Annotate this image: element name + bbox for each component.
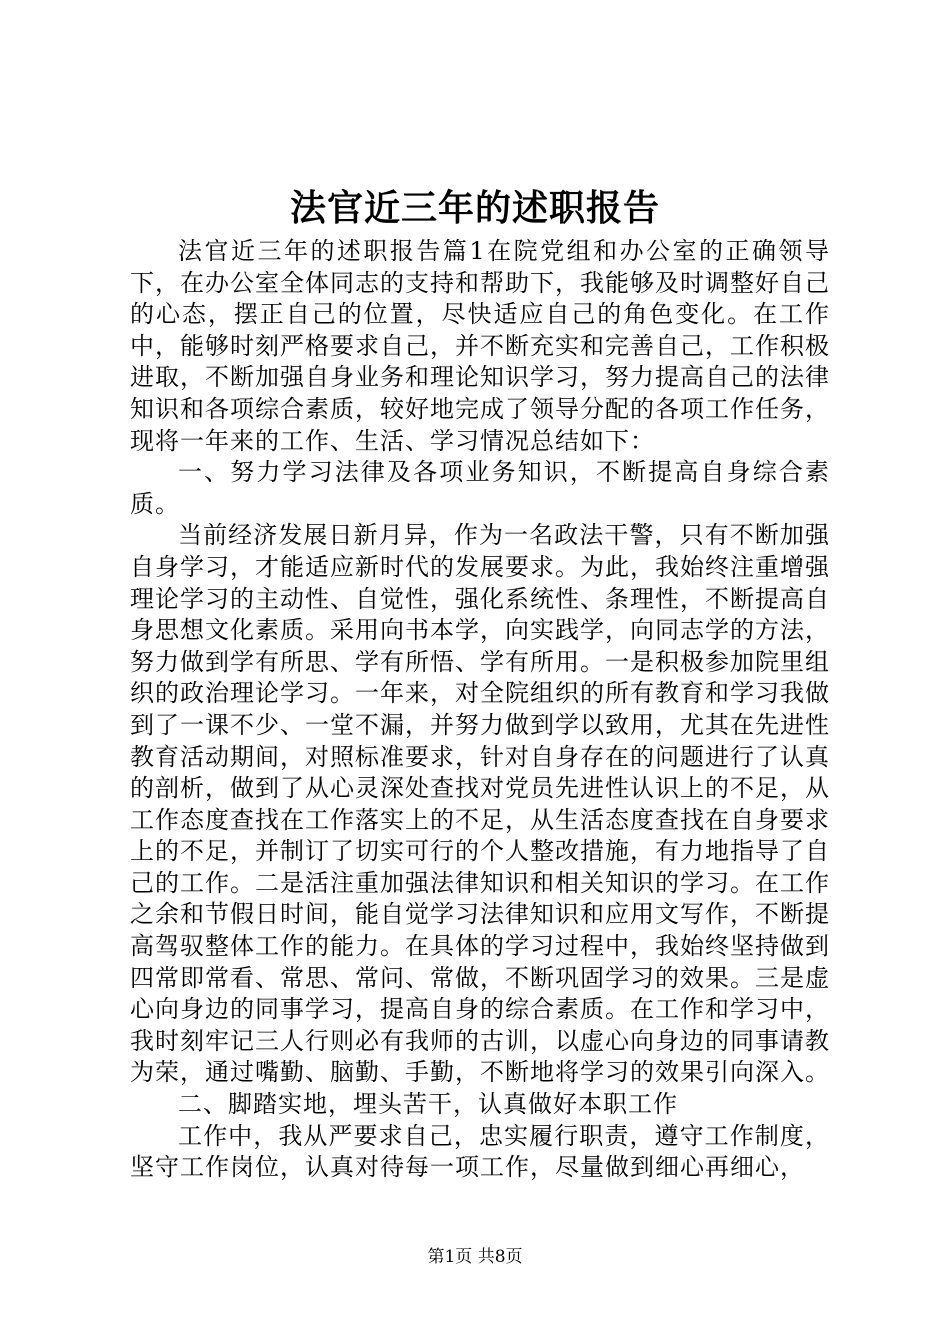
page-footer: 第1页 共8页 [427, 1247, 523, 1267]
document-title: 法官近三年的述职报告 [289, 187, 660, 229]
paragraph-intro: 法官近三年的述职报告篇1在院党组和办公室的正确领导下，在办公室全体同志的支持和帮助下，我能够及时调整好自己的心态，摆正自己的位置，尽快适应自己的角色变化。在工作中，能够时刻严格要求自己，并不断充实和完善自己，工作积极进取，不断加强自身业务和理论知识学习，努力提高自己的法律知识和各项综合素质，较好地完成了领导分配的各项工作任务，现将一年来的工作、生活、学习情况总结如下： [130, 237, 830, 455]
paragraph-work: 工作中，我从严要求自己，忠实履行职责，遵守工作制度，坚守工作岗位，认真对待每一项工作，尽量做到细心再细心， [130, 1121, 830, 1182]
document-body [130, 236, 830, 1184]
section-heading-1: 一、努力学习法律及各项业务知识，不断提高自身综合素质。 [130, 458, 830, 518]
section-heading-2: 二、脚踏实地，埋头苦干，认真做好本职工作 [178, 1090, 678, 1119]
paragraph-study: 当前经济发展日新月异，作为一名政法干警，只有不断加强自身学习，才能适应新时代的发展要求。为此，我始终注重增强理论学习的主动性、自觉性，强化系统性、条理性，不断提高自身思想文化素质。采用向书本学，向实践学，向同志学的方法，努力做到学有所思、学有所悟、学有所用。一是积极参加院里组织的政治理论学习。一年来，对全院组织的所有教育和学习我做到了一课不少、一堂不漏，并努力做到学以致用，尤其在先进性教育活动期间，对照标准要求，针对自身存在的问题进行了认真的剖析，做到了从心灵深处查找对党员先进性认识上的不足，从工作态度查找在工作落实上的不足，从生活态度查找在自身要求上的不足，并制订了切实可行的个人整改措施，有力地指导了自己的工作。二是活注重加强法律知识和相关知识的学习。在工作之余和节假日时间，能自觉学习法律知识和应用文写作，不断提高驾驭整体工作的能力。在具体的学习过程中，我始终坚持做到四常即常看、常思、常问、常做，不断巩固学习的效果。三是虚心向身边的同事学习，提高自身的综合素质。在工作和学习中，我时刻牢记三人行则必有我师的古训，以虚心向身边的同事请教为荣，通过嘴勤、脑勤、手勤，不断地将学习的效果引向深入。 [130, 521, 830, 1087]
